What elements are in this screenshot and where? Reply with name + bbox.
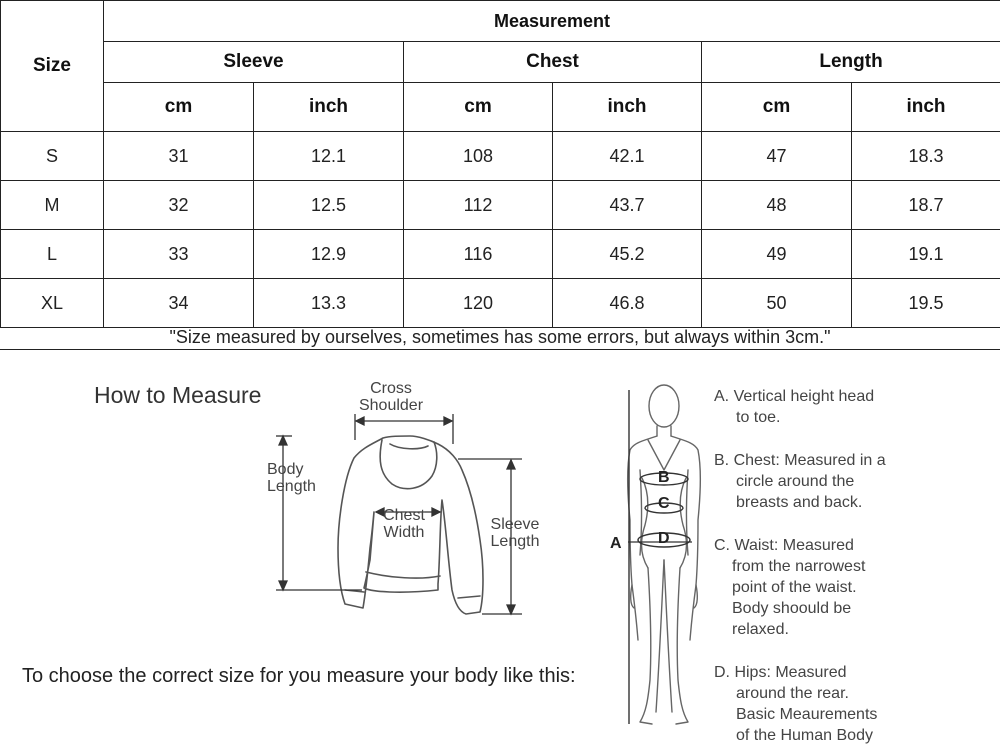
size-cell: S — [1, 132, 104, 181]
value-cell: 50 — [702, 279, 852, 328]
sleeve-header: Sleeve — [104, 42, 404, 83]
cross-shoulder-label: Cross Shoulder — [358, 380, 424, 414]
value-cell: 33 — [104, 230, 254, 279]
unit-header: cm — [404, 83, 553, 132]
size-cell: XL — [1, 279, 104, 328]
value-cell: 19.1 — [852, 230, 1000, 279]
legend-c: C. Waist: Measured from the narrowest point of the waist. Body shoould be relaxed. — [714, 537, 866, 638]
value-cell: 34 — [104, 279, 254, 328]
size-note: "Size measured by ourselves, sometimes has some errors, but always within 3cm." — [0, 325, 1000, 350]
value-cell: 43.7 — [553, 181, 702, 230]
human-body-drawing — [628, 385, 701, 724]
size-cell: L — [1, 230, 104, 279]
value-cell: 18.7 — [852, 181, 1000, 230]
value-cell: 18.3 — [852, 132, 1000, 181]
unit-header: cm — [702, 83, 852, 132]
chest-header: Chest — [404, 42, 702, 83]
value-cell: 45.2 — [553, 230, 702, 279]
length-header: Length — [702, 42, 1000, 83]
letter-d: D — [658, 530, 670, 547]
value-cell: 12.1 — [254, 132, 404, 181]
chest-width-label: Chest Width — [383, 507, 425, 541]
value-cell: 48 — [702, 181, 852, 230]
how-to-measure-title: How to Measure — [94, 382, 262, 408]
body-length-label: Body Length — [267, 461, 316, 495]
legend-b: B. Chest: Measured in a circle around the breasts and back. — [714, 452, 886, 511]
sleeve-length-label: Sleeve Length — [490, 516, 540, 550]
value-cell: 42.1 — [553, 132, 702, 181]
value-cell: 120 — [404, 279, 553, 328]
legend-a: A. Vertical height head to toe. — [714, 388, 875, 426]
value-cell: 47 — [702, 132, 852, 181]
value-cell: 12.9 — [254, 230, 404, 279]
unit-header: inch — [254, 83, 404, 132]
letter-b: B — [658, 469, 670, 486]
size-cell: M — [1, 181, 104, 230]
value-cell: 19.5 — [852, 279, 1000, 328]
value-cell: 116 — [404, 230, 553, 279]
value-cell: 112 — [404, 181, 553, 230]
value-cell: 31 — [104, 132, 254, 181]
unit-header: inch — [553, 83, 702, 132]
unit-header: cm — [104, 83, 254, 132]
size-header: Size — [1, 1, 104, 132]
value-cell: 12.5 — [254, 181, 404, 230]
value-cell: 13.3 — [254, 279, 404, 328]
legend-d: D. Hips: Measured around the rear. Basic Meaurements of the Human Body — [714, 664, 878, 744]
letter-a: A — [610, 535, 622, 552]
measurement-header: Measurement — [104, 1, 1000, 42]
value-cell: 32 — [104, 181, 254, 230]
instruction-text: To choose the correct size for you measure your body like this: — [22, 665, 576, 687]
letter-c: C — [658, 495, 670, 512]
unit-header: inch — [852, 83, 1000, 132]
value-cell: 49 — [702, 230, 852, 279]
value-cell: 46.8 — [553, 279, 702, 328]
value-cell: 108 — [404, 132, 553, 181]
